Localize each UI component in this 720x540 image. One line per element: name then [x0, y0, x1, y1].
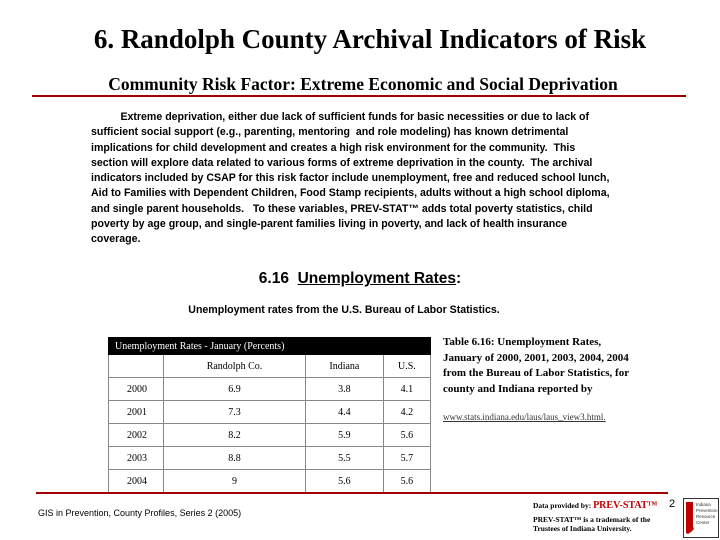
- source-note: Unemployment rates from the U.S. Bureau of Labor Statistics.: [188, 304, 500, 316]
- intro-paragraph: [91, 110, 611, 248]
- table-cell: 5.6: [383, 470, 430, 493]
- table-row: [109, 378, 431, 401]
- table-header-cell: Randolph Co.: [164, 355, 306, 378]
- logo-provided-by: Data provided by:: [533, 501, 594, 510]
- table-cell: 7.3: [164, 401, 306, 424]
- table-row: [109, 401, 431, 424]
- table-cell: 4.2: [383, 401, 430, 424]
- year-cell: 2004: [109, 470, 164, 493]
- page-number: 2: [669, 498, 676, 510]
- source-link[interactable]: www.stats.indiana.edu/laus/laus_view3.html: [443, 412, 604, 422]
- indiana-map-icon: [685, 501, 695, 535]
- section-colon: :: [456, 270, 462, 287]
- table-row: [109, 424, 431, 447]
- badge-line: Resource: [696, 514, 716, 519]
- section-title: Unemployment Rates: [297, 270, 457, 287]
- table-caption: Unemployment Rates - January (Percents): [109, 338, 431, 355]
- table-header-cell: Indiana: [305, 355, 383, 378]
- source-link-period: .: [603, 412, 606, 422]
- page-title: 6. Randolph County Archival Indicators of Risk: [93, 24, 647, 54]
- table-cell: 4.4: [305, 401, 383, 424]
- table-header-row: [109, 355, 431, 378]
- table-row: [109, 447, 431, 470]
- logo-line: [533, 500, 658, 511]
- year-cell: 2000: [109, 378, 164, 401]
- year-cell: 2002: [109, 424, 164, 447]
- table-cell: 5.9: [305, 424, 383, 447]
- table-cell: 8.8: [164, 447, 306, 470]
- footer-divider: [36, 492, 668, 494]
- table-header-cell: U.S.: [383, 355, 430, 378]
- table-cell: 3.8: [305, 378, 383, 401]
- table-caption-row: [109, 338, 431, 355]
- source-link-wrap: [443, 412, 606, 422]
- badge-text: [696, 502, 718, 526]
- table-cell: 5.6: [305, 470, 383, 493]
- badge-line: Indiana: [696, 502, 711, 507]
- table-cell: 4.1: [383, 378, 430, 401]
- page-subtitle: Community Risk Factor: Extreme Economic and Social Deprivation: [108, 74, 618, 94]
- table-cell: 9: [164, 470, 306, 493]
- table-row: [109, 470, 431, 493]
- footer-text: GIS in Prevention, County Profiles, Series 2 (2005): [38, 508, 242, 518]
- logo-trademark: PREV-STAT™ is a trademark of the Trustees of Indiana University.: [533, 515, 651, 533]
- table-header-cell: [109, 355, 164, 378]
- table-cell: 5.5: [305, 447, 383, 470]
- section-number: 6.16: [258, 270, 289, 287]
- table-cell: 5.6: [383, 424, 430, 447]
- logo-brand: PREV-STAT™: [593, 500, 658, 511]
- badge-line: Center: [696, 520, 710, 525]
- indiana-badge: [683, 498, 719, 538]
- year-cell: 2001: [109, 401, 164, 424]
- table-cell: 5.7: [383, 447, 430, 470]
- section-heading: [0, 270, 720, 288]
- table-description: Table 6.16: Unemployment Rates, January of 2000, 2001, 2003, 2004, 2004 from the Bureau of Labor Statistics, for county and Indiana reported by: [443, 336, 629, 395]
- badge-line: Prevention: [696, 508, 718, 513]
- unemployment-table: [108, 337, 431, 493]
- table-cell: 6.9: [164, 378, 306, 401]
- header-divider: [32, 95, 686, 97]
- year-cell: 2003: [109, 447, 164, 470]
- table-cell: 8.2: [164, 424, 306, 447]
- intro-text: Extreme deprivation, either due lack of sufficient funds for basic necessities or due to lack of sufficient social support (e.g., parenting, mentoring and role modeling) has known detrimental implications for child development and creates a high risk environment for the community. This section will explore data related to various forms of extreme deprivation in the county. The archival indicators included by CSAP for this risk factor include unemployment, free and reduced school lunch, Aid to Families with Dependent Children, Food Stamp recipients, adults without a high school diploma, and single parent households. To these variables, PREV-STAT™ adds total poverty statistics, child poverty by age group, and single-parent families living in poverty, and lack of health insurance coverage.: [91, 111, 613, 246]
